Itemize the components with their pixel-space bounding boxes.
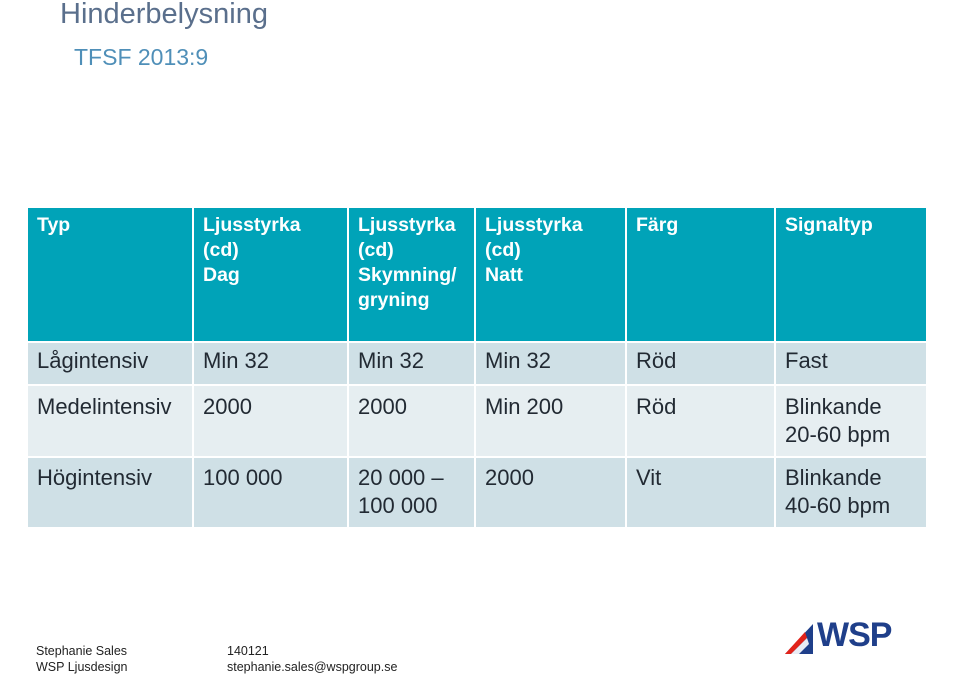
header-type: Typ bbox=[27, 207, 193, 342]
cell-intensity-night: 2000 bbox=[475, 457, 626, 528]
cell-intensity-twilight: 2000 bbox=[348, 385, 475, 457]
header-intensity-day: Ljusstyrka (cd) Dag bbox=[193, 207, 348, 342]
cell-color: Vit bbox=[626, 457, 775, 528]
table-row bbox=[27, 342, 927, 385]
cell-type: Medelintensiv bbox=[27, 385, 193, 457]
cell-type: Högintensiv bbox=[27, 457, 193, 528]
wsp-logo bbox=[765, 615, 955, 661]
header-intensity-night: Ljusstyrka (cd) Natt bbox=[475, 207, 626, 342]
header-color: Färg bbox=[626, 207, 775, 342]
cell-intensity-twilight: Min 32 bbox=[348, 342, 475, 385]
cell-intensity-day: 2000 bbox=[193, 385, 348, 457]
wsp-logo-text: WSP bbox=[817, 616, 892, 654]
table-header-row bbox=[27, 207, 927, 342]
footer-contact bbox=[227, 643, 397, 675]
footer-author-name: Stephanie Sales bbox=[36, 644, 128, 658]
cell-intensity-twilight: 20 000 – 100 000 bbox=[348, 457, 475, 528]
cell-color: Röd bbox=[626, 342, 775, 385]
footer-email: stephanie.sales@wspgroup.se bbox=[227, 660, 398, 674]
cell-signal-type: Blinkande 20-60 bpm bbox=[775, 385, 927, 457]
header-signal-type: Signaltyp bbox=[775, 207, 927, 342]
footer-company: WSP Ljusdesign bbox=[36, 660, 128, 674]
cell-signal-type: Blinkande 40-60 bpm bbox=[775, 457, 927, 528]
obstacle-lighting-table bbox=[26, 206, 928, 529]
table-row bbox=[27, 457, 927, 528]
page-subtitle: TFSF 2013:9 bbox=[74, 44, 209, 70]
footer-author bbox=[36, 643, 128, 675]
footer-date: 140121 bbox=[227, 644, 269, 658]
table-row bbox=[27, 385, 927, 457]
cell-type: Lågintensiv bbox=[27, 342, 193, 385]
cell-signal-type: Fast bbox=[775, 342, 927, 385]
cell-intensity-day: Min 32 bbox=[193, 342, 348, 385]
wsp-logo-icon bbox=[783, 618, 815, 656]
header-intensity-twilight: Ljusstyrka (cd) Skymning/ gryning bbox=[348, 207, 475, 342]
page-title: Hinderbelysning bbox=[60, 0, 268, 30]
cell-intensity-day: 100 000 bbox=[193, 457, 348, 528]
cell-intensity-night: Min 32 bbox=[475, 342, 626, 385]
cell-color: Röd bbox=[626, 385, 775, 457]
cell-intensity-night: Min 200 bbox=[475, 385, 626, 457]
